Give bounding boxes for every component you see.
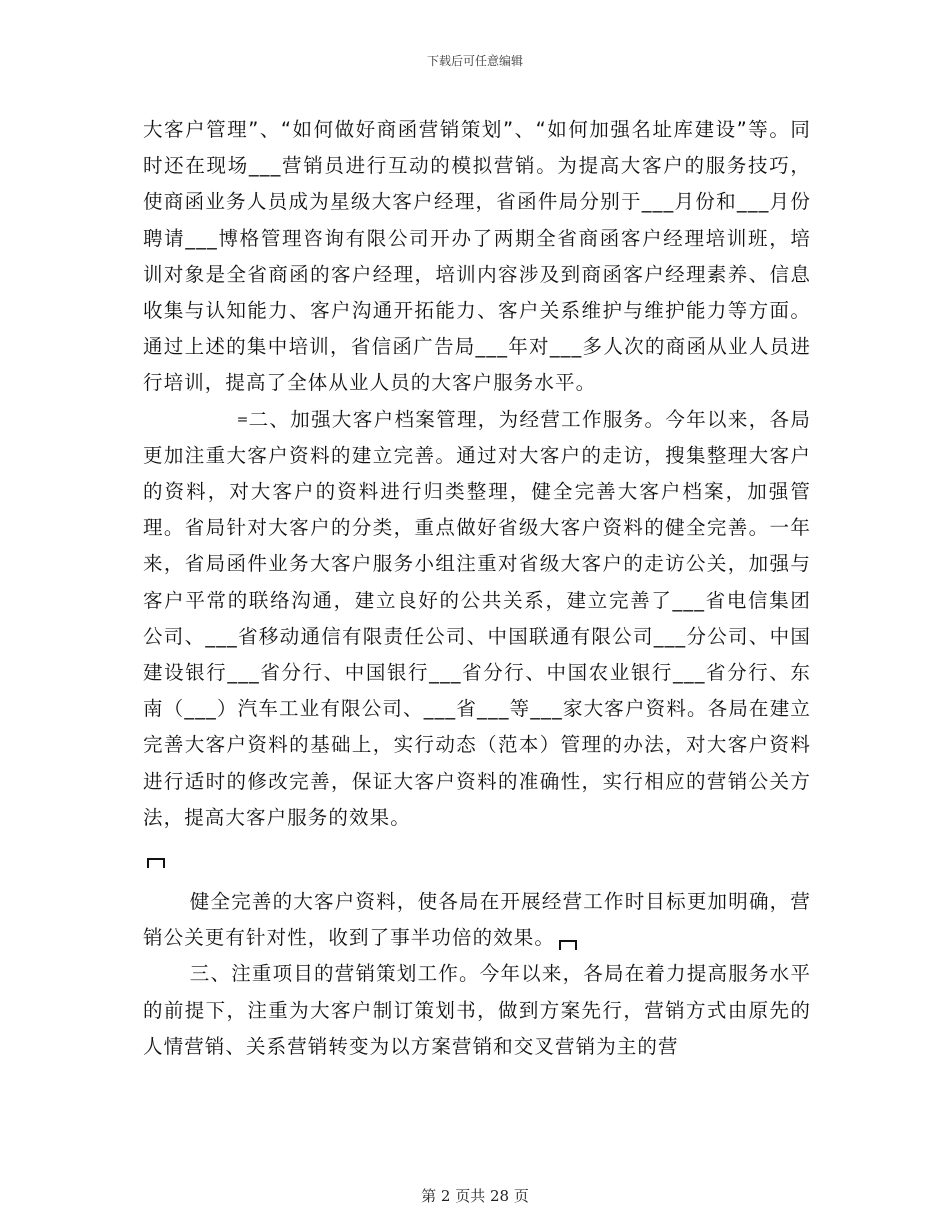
paragraph-2-text: 二、加强大客户档案管理，为经营工作服务。今年以来，各局更加注重大客户资料的建立完善。通过对大客户的走访，搜集整理大客户的资料，对大客户的资料进行归类整理，健全完善大客户档案，加强管理。省局针对大客户的分类，重点做好省级大客户资料的健全完善。一年来，省局函件业务大客户服务小组注重对省级大客户的走访公关，加强与客户平常的联络沟通，建立良好的公共关系，建立完善了___省电信集团公司、___省移动通信有限责任公司、中国联通有限公司___分公司、中国建设银行___省分行、中国银行___省分行、中国农业银行___省分行、东南（___）汽车工业有限公司、___省___等___家大客户资料。各局在建立完善大客户资料的基础上，实行动态（范本）管理的办法，对大客户资料进行适时的修改完善，保证大客户资料的准确性，实行相应的营销公关方法，提高大客户服务的效果。 [143,407,811,829]
paragraph-1: 大客户管理”、“如何做好商函营销策划”、“如何加强名址库建设”等。同时还在现场___营销员进行互动的模拟营销。为提高大客户的服务技巧，使商函业务人员成为星级大客户经理，省函件局分别于___月份和___月份聘请___博格管理咨询有限公司开办了两期全省商函客户经理培训班，培训对象是全省商函的客户经理，培训内容涉及到商函客户经理素养、信息收集与认知能力、客户沟通开拓能力、客户关系维护与维护能力等方面。通过上述的集中培训，省信函广告局___年对___多人次的商函从业人员进行培训，提高了全体从业人员的大客户服务水平。 [143,118,811,395]
page-footer: 第 2 页共 28 页 [421,1187,529,1205]
paragraph-2-prefix: = [236,411,249,428]
paragraph-3 [143,884,811,956]
paragraph-2 [143,402,811,836]
paragraph-3-text: 健全完善的大客户资料，使各局在开展经营工作时目标更加明确，营销公关更有针对性，收到了事半功倍的效果。 [143,890,811,950]
corner-mark-icon [147,858,165,868]
document-body [143,112,811,1065]
corner-mark-icon [559,940,577,950]
paragraph-4: 三、注重项目的营销策划工作。今年以来，各局在着力提高服务水平的前提下，注重为大客户制订策划书，做到方案先行，营销方式由原先的人情营销、关系营销转变为以方案营销和交叉营销为主的营 [143,962,811,1058]
page-header: 下载后可任意编辑 [426,54,523,68]
section-mark-row [143,836,811,884]
